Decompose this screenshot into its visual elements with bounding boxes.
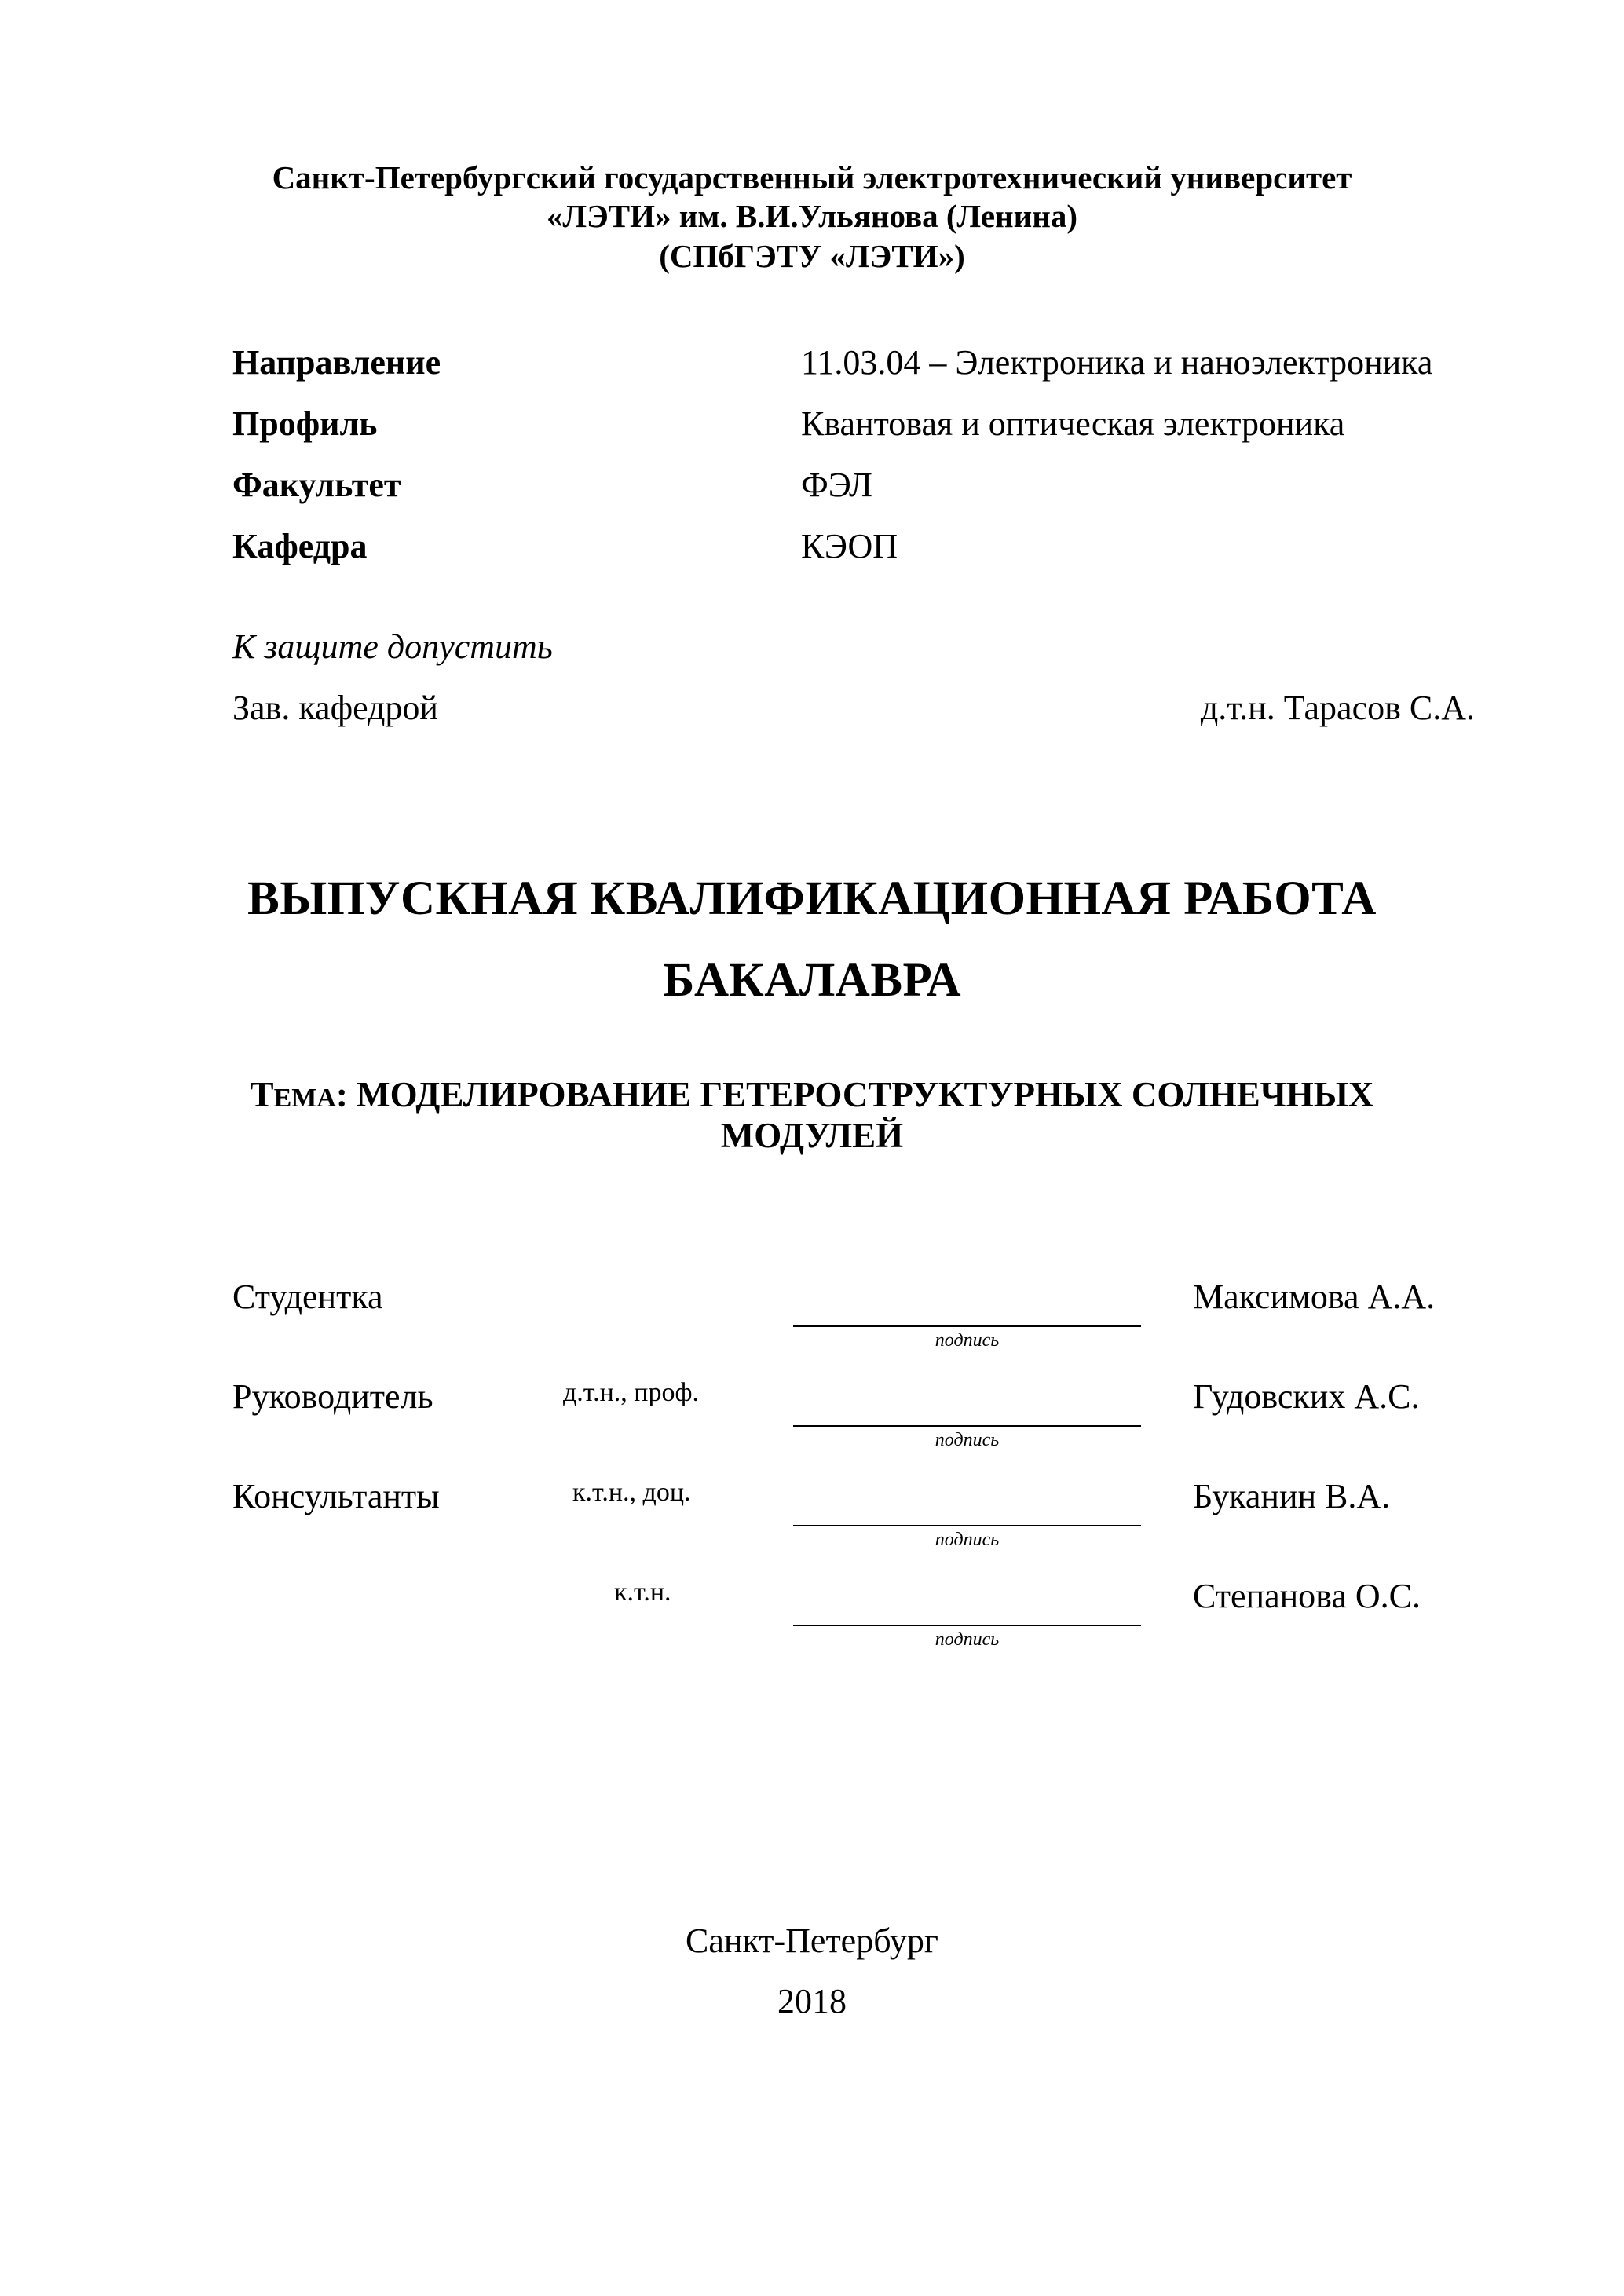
- signature-caption-supervisor: подпись: [935, 1430, 1000, 1450]
- signature-name-supervisor: Гудовских А.С.: [1193, 1377, 1420, 1416]
- signature-role-student: Студентка: [232, 1278, 383, 1316]
- info-label-profile: Профиль: [232, 404, 378, 443]
- head-of-department-role: Зав. кафедрой: [232, 689, 438, 727]
- info-value-profile: Квантовая и оптическая электроника: [801, 404, 1345, 443]
- university-short-name: «ЛЭТИ» им. В.И.Ульянова (Ленина): [546, 198, 1078, 234]
- info-value-department: КЭОП: [801, 527, 898, 565]
- signature-line-consultant1: [793, 1525, 1141, 1526]
- university-abbreviation: (СПбГЭТУ «ЛЭТИ»): [659, 238, 965, 274]
- thesis-title-line1: ВЫПУСКНАЯ КВАЛИФИКАЦИОННАЯ РАБОТА: [247, 872, 1377, 925]
- topic-label-rest: ЕМА: [273, 1084, 336, 1113]
- info-label-department: Кафедра: [232, 527, 368, 565]
- signature-name-consultant1: Буканин В.А.: [1193, 1477, 1391, 1515]
- university-name: Санкт-Петербургский государственный электротехнический университет: [272, 159, 1352, 196]
- info-label-direction: Направление: [232, 343, 441, 382]
- footer-year: 2018: [777, 1982, 847, 2020]
- signature-caption-consultant2: подпись: [935, 1629, 1000, 1650]
- info-value-direction: 11.03.04 – Электроника и наноэлектроника: [801, 343, 1433, 382]
- signature-degree-consultant2: к.т.н.: [614, 1578, 671, 1607]
- topic-label-first-letter: Т: [250, 1075, 274, 1114]
- thesis-title-line2: БАКАЛАВРА: [662, 954, 962, 1007]
- signature-line-supervisor: [793, 1425, 1141, 1427]
- signature-degree-consultant1: к.т.н., доц.: [572, 1478, 691, 1507]
- signature-name-student: Максимова А.А.: [1193, 1278, 1436, 1316]
- footer-city: Санкт-Петербург: [686, 1921, 938, 1960]
- signature-caption-consultant1: подпись: [935, 1530, 1000, 1550]
- signature-name-consultant2: Степанова О.С.: [1193, 1577, 1421, 1615]
- signature-line-student: [793, 1325, 1141, 1327]
- signature-degree-supervisor: д.т.н., проф.: [563, 1378, 700, 1407]
- info-label-faculty: Факультет: [232, 466, 401, 504]
- signature-role-consultants: Консультанты: [232, 1477, 440, 1515]
- topic-label-colon: :: [335, 1075, 348, 1114]
- signature-line-consultant2: [793, 1625, 1141, 1626]
- topic-text-line1: МОДЕЛИРОВАНИЕ ГЕТЕРОСТРУКТУРНЫХ СОЛНЕЧНЫХ: [357, 1075, 1374, 1114]
- admit-to-defense: К защите допустить: [232, 627, 553, 666]
- signature-caption-student: подпись: [935, 1330, 1000, 1351]
- signature-role-supervisor: Руководитель: [232, 1377, 433, 1416]
- info-value-faculty: ФЭЛ: [801, 466, 872, 504]
- topic-text-line2: МОДУЛЕЙ: [720, 1116, 904, 1155]
- topic-line1: [0, 1077, 1624, 1113]
- head-of-department-name: д.т.н. Тарасов С.А.: [1200, 689, 1475, 727]
